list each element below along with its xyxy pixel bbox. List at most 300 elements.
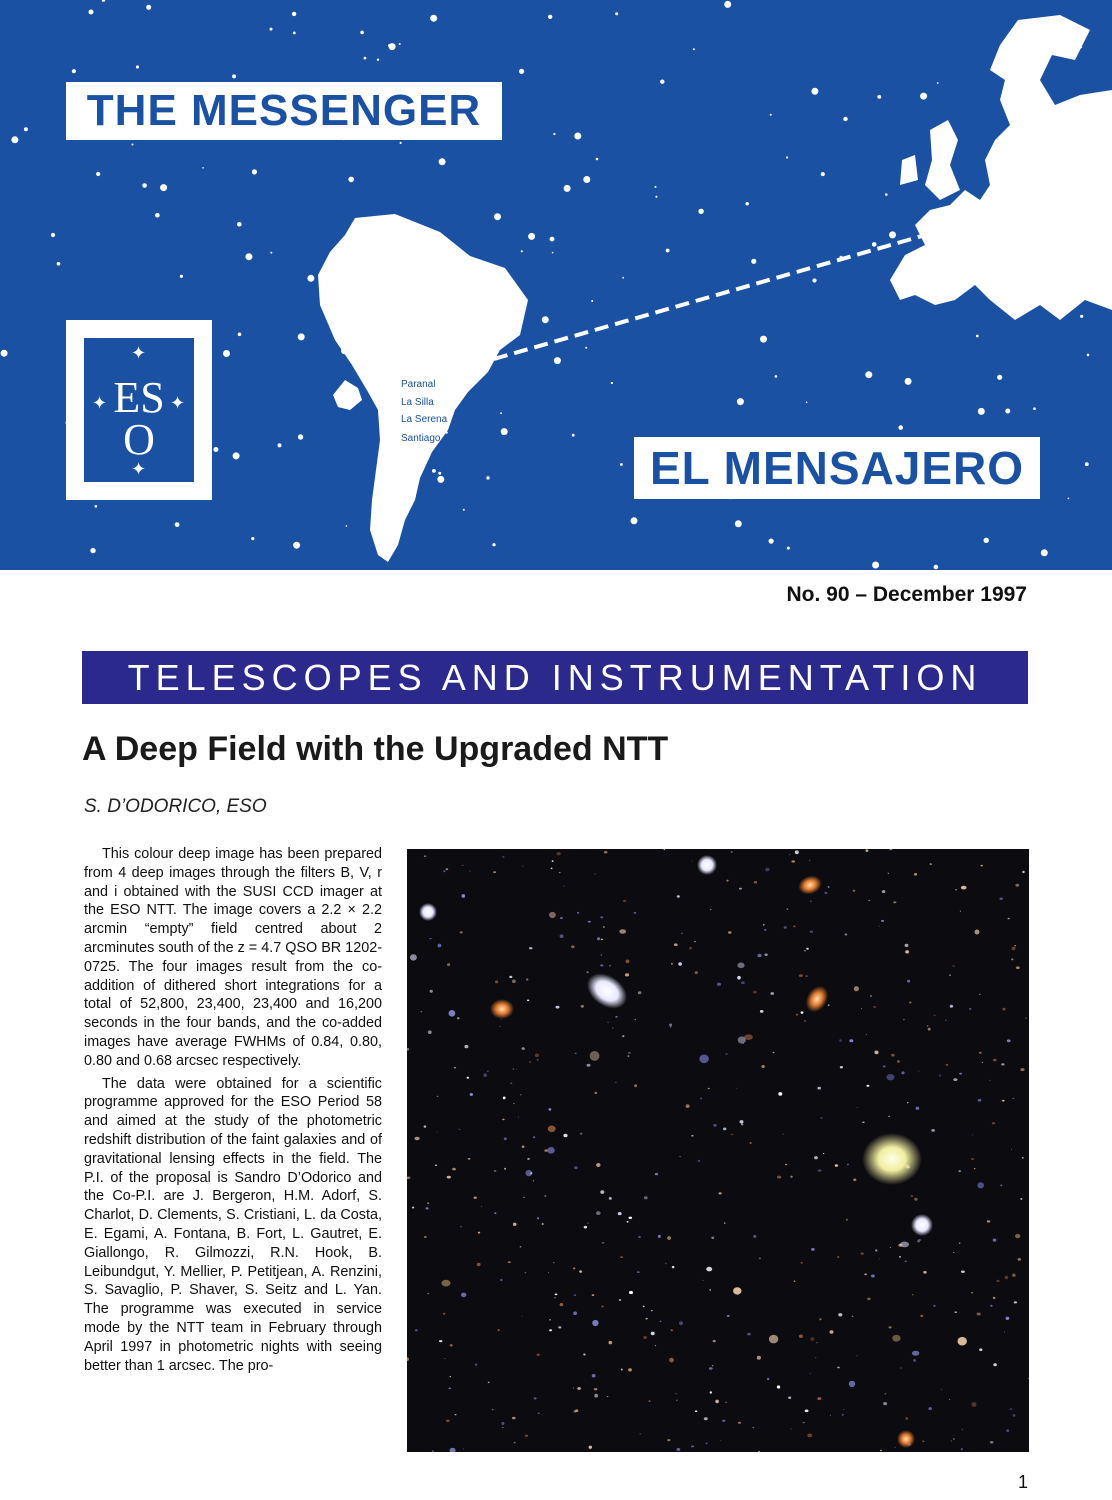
star-dot	[89, 10, 94, 15]
galaxy-dot	[740, 1120, 744, 1123]
star-dot	[400, 142, 402, 144]
galaxy-dot	[770, 992, 774, 995]
galaxy-dot	[916, 1107, 920, 1110]
galaxy-dot	[738, 1036, 746, 1043]
galaxy-dot	[526, 978, 528, 980]
galaxy-dot	[651, 1332, 655, 1336]
galaxy-dot	[853, 890, 856, 892]
star-dot	[550, 237, 555, 242]
galaxy-dot	[907, 980, 910, 983]
galaxy-dot	[763, 924, 765, 925]
galaxy-dot	[462, 865, 464, 866]
star-dot	[293, 32, 296, 35]
star-dot	[492, 543, 495, 546]
galaxy-dot	[407, 1177, 411, 1180]
galaxy-dot	[592, 1320, 598, 1326]
galaxy-dot	[525, 1272, 527, 1273]
galaxy-dot	[619, 929, 626, 934]
galaxy-dot	[699, 1055, 709, 1064]
galaxy-dot	[918, 1239, 921, 1241]
galaxy-dot	[447, 1176, 451, 1179]
star-dot	[596, 158, 599, 161]
galaxy-dot	[1020, 1068, 1024, 1071]
galaxy-dot	[583, 1354, 585, 1356]
galaxy-dot	[816, 1342, 817, 1343]
galaxy-dot	[424, 1125, 427, 1127]
galaxy-dot	[726, 880, 728, 882]
galaxy-dot	[1016, 966, 1020, 969]
star-icon: ✦	[131, 343, 147, 363]
galaxy-dot	[514, 1442, 516, 1444]
star-dot	[292, 12, 296, 16]
galaxy-dot	[837, 1256, 839, 1258]
galaxy-dot	[544, 1195, 546, 1196]
star-dot	[528, 233, 535, 240]
galaxy-dot	[818, 1169, 822, 1171]
galaxy-dot	[554, 1297, 555, 1298]
galaxy-dot	[993, 1059, 997, 1061]
galaxy-dot	[573, 1387, 574, 1388]
galaxy-dot	[625, 973, 629, 976]
galaxy-dot	[638, 1236, 641, 1238]
galaxy-dot	[700, 1098, 702, 1100]
star-dot	[934, 565, 939, 570]
galaxy-dot	[912, 1351, 919, 1356]
star-dot	[872, 242, 877, 247]
galaxy-dot	[989, 1080, 990, 1081]
galaxy-dot	[520, 1246, 522, 1248]
galaxy-dot	[704, 1417, 708, 1420]
galaxy-dot	[1009, 1408, 1012, 1410]
galaxy-dot	[560, 934, 564, 938]
star-dot	[937, 82, 939, 84]
galaxy-dot	[866, 1085, 869, 1087]
galaxy-dot	[438, 944, 442, 948]
galaxy-dot	[600, 1190, 604, 1194]
star-dot	[760, 336, 767, 343]
galaxy-dot	[783, 1134, 784, 1135]
galaxy-dot	[581, 1005, 584, 1008]
galaxy-dot	[677, 895, 680, 897]
galaxy-dot	[601, 954, 603, 956]
galaxy-dot	[461, 1293, 466, 1298]
galaxy-dot	[525, 1435, 528, 1437]
galaxy-dot	[979, 994, 980, 995]
galaxy-dot	[811, 1248, 815, 1251]
galaxy-dot	[824, 892, 827, 894]
star-dot	[96, 172, 100, 176]
star-dot	[583, 176, 590, 183]
star-dot	[223, 350, 230, 357]
galaxy-dot	[500, 1279, 502, 1281]
eso-logo-letters-bottom: O	[123, 415, 155, 464]
galaxy-dot	[959, 1073, 962, 1075]
galaxy-dot	[900, 1242, 909, 1248]
galaxy-dot	[741, 981, 745, 984]
galaxy-dot	[769, 1335, 778, 1344]
galaxy-dot	[1014, 945, 1016, 947]
galaxy-dot	[412, 1207, 414, 1209]
galaxy-dot	[604, 851, 608, 853]
star-dot	[155, 213, 160, 218]
galaxy-dot	[499, 1026, 500, 1027]
star-dot	[735, 520, 742, 527]
galaxy-dot	[537, 1217, 539, 1219]
star-dot	[494, 213, 501, 220]
galaxy-dot	[1011, 1149, 1012, 1150]
galaxy-dot	[549, 1329, 552, 1331]
star-dot	[591, 300, 593, 302]
star-dot	[270, 252, 272, 254]
galaxy-dot	[799, 974, 803, 977]
galaxy-dot	[584, 1226, 587, 1229]
star-icon: ✦	[170, 393, 186, 413]
la-silla-label: La Silla	[401, 397, 434, 408]
galaxy-dot	[560, 917, 563, 919]
star-dot	[631, 517, 638, 524]
star-dot	[72, 69, 76, 73]
galaxy-dot	[852, 1316, 853, 1317]
galaxy-dot	[724, 1222, 725, 1223]
article-title: A Deep Field with the Upgraded NTT	[82, 730, 669, 768]
galaxy-dot	[757, 954, 761, 958]
galaxy-dot	[992, 1122, 995, 1124]
star-dot	[611, 382, 613, 384]
galaxy-dot	[713, 1340, 716, 1342]
island-shape	[333, 380, 362, 410]
galaxy-dot	[501, 1422, 504, 1425]
star-dot	[542, 316, 549, 323]
galaxy-dot	[527, 1000, 529, 1002]
galaxy-dot	[901, 1071, 904, 1074]
eso-logo-panel	[84, 338, 194, 482]
galaxy-dot	[460, 931, 463, 933]
galaxy-dot	[951, 1440, 952, 1441]
galaxy-dot	[509, 976, 512, 978]
galaxy-dot	[953, 1252, 954, 1253]
galaxy-dot	[1006, 1430, 1009, 1432]
galaxy-dot	[897, 1060, 900, 1063]
galaxy-dot	[1004, 1332, 1005, 1333]
galaxy-dot	[602, 1242, 605, 1244]
galaxy-dot	[750, 1142, 752, 1144]
star-dot	[307, 275, 314, 282]
star-dot	[399, 43, 401, 45]
galaxy-dot	[864, 1273, 867, 1275]
galaxy-dot	[513, 1223, 517, 1226]
galaxy-dot	[600, 916, 603, 918]
galaxy-dot	[731, 1134, 734, 1136]
galaxy-dot	[890, 1247, 891, 1248]
galaxy-dot	[597, 937, 600, 940]
galaxy-dot	[969, 1008, 971, 1010]
galaxy-dot	[733, 1287, 741, 1294]
galaxy-dot	[655, 1173, 658, 1175]
galaxy-dot	[658, 1235, 661, 1238]
article-paragraph: This colour deep image has been prepared from 4 deep images through the filters B, V, r and i obtained with the SUSI CCD imager at the ESO NTT. The image covers a 2.2 × 2.2 arcmin “empty” field centred about 2 arcminutes south of the z = 4.7 QSO BR 1202-0725. The four images result from the co-addition of dithered short integrations for a total of 52,800, 23,400, 23,400 and 16,200 seconds in the four bands, and the co-added images have average FWHMs of 0.84, 0.80, 0.80 and 0.68 arcsec respectively.	[84, 846, 382, 1069]
galaxy-dot	[949, 1399, 950, 1400]
galaxy-dot	[946, 1064, 949, 1066]
galaxy-dot	[548, 1272, 549, 1273]
galaxy-dot	[847, 1164, 849, 1165]
galaxy-dot	[555, 1294, 558, 1296]
galaxy-dot	[914, 1198, 917, 1201]
la-serena-label: La Serena	[401, 414, 448, 425]
la-silla-dot	[389, 400, 396, 407]
galaxy-dot	[1000, 1185, 1002, 1187]
galaxy-dot	[889, 1326, 892, 1328]
galaxy-dot	[759, 1257, 761, 1259]
star-dot	[175, 522, 180, 527]
galaxy-dot	[527, 1158, 530, 1160]
star-dot	[622, 277, 624, 279]
galaxy-dot	[427, 1202, 429, 1204]
galaxy-dot	[680, 1156, 681, 1157]
galaxy-dot	[640, 1433, 641, 1434]
article-paragraph: The data were obtained for a scientific programme approved for the ESO Period 58 and aimed at the study of the photometric redshift distribution of the faint galaxies and of gravitational lensing effects in the field. The P.I. of the proposal is Sandro D’Odorico and the Co-P.I. are J. Bergeron, H.M. Adorf, S. Charlot, D. Clements, S. Cristiani, L. da Costa, E. Egami, A. Fontana, B. Fort, L. Gautret, E. Giallongo, R. Gilmozzi, R.N. Hook, B. Leibundgut, Y. Mellier, P. Petitjean, A. Renzini, S. Savaglio, P. Shaver, S. Seitz and L. Yan. The programme was executed in service mode by the NTT team in February through April 1997 in photometric nights with seeing better than 1 arcsec. The pro-	[84, 1075, 382, 1374]
galaxy-dot	[449, 1010, 456, 1017]
galaxy-dot	[512, 980, 516, 984]
galaxy-dot	[955, 1312, 957, 1313]
star-dot	[439, 158, 446, 165]
galaxy-dot	[764, 929, 766, 931]
galaxy-dot	[667, 1236, 671, 1240]
galaxy-dot	[765, 868, 769, 871]
galaxy-dot	[889, 849, 892, 850]
galaxy-dot	[644, 1196, 648, 1199]
star-dot	[889, 231, 896, 238]
galaxy-dot	[529, 1061, 531, 1063]
galaxy-dot	[905, 944, 909, 947]
munich-dot	[992, 210, 1000, 218]
galaxy-dot	[501, 1019, 502, 1020]
star-dot	[430, 15, 437, 22]
galaxy-dot	[510, 1083, 512, 1085]
galaxy-dot	[787, 908, 789, 909]
galaxy-dot	[504, 1168, 506, 1170]
galaxy-dot	[1011, 958, 1013, 960]
galaxy-dot	[777, 1385, 780, 1388]
star-dot	[237, 222, 242, 227]
galaxy-dot	[803, 1422, 805, 1423]
galaxy-dot	[522, 1047, 525, 1050]
galaxy-dot	[990, 1441, 994, 1443]
galaxy-dot	[495, 980, 498, 983]
galaxy-dot	[522, 866, 523, 867]
star-dot	[724, 1, 731, 8]
galaxy-dot	[592, 1294, 595, 1296]
galaxy-dot	[488, 1382, 490, 1384]
galaxy-dot	[871, 1275, 875, 1278]
star-dot	[751, 259, 756, 264]
galaxy-dot	[980, 865, 983, 867]
galaxy-dot	[993, 1297, 996, 1299]
galaxy-dot	[950, 1005, 953, 1008]
masthead-title-english: THE MESSENGER	[66, 82, 502, 140]
galaxy-dot	[535, 1054, 539, 1058]
galaxy-dot	[592, 1374, 596, 1377]
galaxy-dot	[972, 1134, 973, 1135]
galaxy-dot	[609, 965, 611, 967]
galaxy-dot	[801, 1011, 804, 1013]
galaxy-dot	[626, 960, 630, 964]
star-dot	[136, 65, 139, 68]
galaxy-dot	[849, 1381, 855, 1387]
galaxy-dot	[713, 1124, 716, 1127]
galaxy-dot	[638, 991, 642, 994]
galaxy-dot	[439, 1340, 442, 1342]
galaxy-dot	[882, 890, 886, 893]
galaxy-dot	[427, 1293, 429, 1295]
galaxy-dot	[589, 1446, 592, 1449]
deep-field-galaxies	[407, 849, 1029, 1452]
galaxy-dot	[930, 863, 932, 865]
galaxy-dot	[892, 1335, 900, 1342]
galaxy-dot	[575, 1409, 578, 1412]
galaxy-dot	[432, 1450, 434, 1452]
galaxy-dot	[1022, 1157, 1024, 1158]
galaxy-dot	[504, 1137, 507, 1140]
galaxy-dot	[990, 1305, 993, 1307]
galaxy-dot	[643, 1336, 646, 1339]
galaxy-dot	[502, 1119, 505, 1121]
galaxy-dot	[463, 1449, 464, 1450]
galaxy-dot	[960, 911, 961, 912]
galaxy-dot	[856, 1355, 858, 1356]
galaxy-dot	[445, 1358, 446, 1359]
galaxy-dot	[738, 1422, 741, 1424]
galaxy-dot	[460, 1226, 462, 1227]
galaxy-dot	[849, 1039, 853, 1042]
galaxy-dot	[450, 1448, 456, 1452]
galaxy-dot	[672, 1266, 675, 1268]
galaxy-dot	[854, 986, 859, 991]
galaxy-dot	[923, 1271, 926, 1274]
galaxy-dot	[588, 921, 591, 923]
galaxy-dot	[426, 1207, 429, 1209]
star-dot	[348, 177, 354, 183]
galaxy-dot	[594, 873, 596, 874]
galaxy-dot	[1000, 898, 1003, 900]
galaxy-dot	[516, 1069, 517, 1070]
galaxy-dot	[1015, 884, 1019, 887]
galaxy-dot	[558, 1326, 561, 1328]
galaxy-dot	[494, 1170, 497, 1172]
galaxy-dot	[676, 1393, 677, 1394]
galaxy-dot	[828, 886, 830, 888]
star-dot	[1085, 462, 1089, 466]
galaxy-dot	[483, 1073, 487, 1077]
star-dot	[1005, 409, 1010, 414]
galaxy-dot	[905, 1417, 908, 1420]
galaxy-dot	[758, 1451, 760, 1452]
galaxy-dot	[634, 1084, 637, 1087]
galaxy-dot	[695, 971, 698, 974]
galaxy-dot	[454, 1067, 456, 1069]
star-dot	[660, 80, 664, 84]
galaxy-dot	[975, 930, 980, 935]
galaxy-dot	[795, 850, 799, 854]
paranal-label: Paranal	[401, 379, 436, 390]
star-dot	[500, 412, 502, 414]
galaxy-dot	[410, 954, 417, 960]
star-dot	[57, 262, 61, 266]
galaxy-dot	[799, 1335, 803, 1338]
galaxy-dot	[557, 852, 561, 855]
star-dot	[976, 335, 979, 338]
galaxy-dot	[953, 1078, 957, 1081]
galaxy-dot	[881, 920, 884, 922]
star-dot	[102, 0, 105, 2]
galaxy-dot	[615, 1016, 618, 1018]
galaxy-dot	[475, 1363, 478, 1365]
galaxy-dot	[549, 1108, 552, 1111]
galaxy-dot	[574, 1294, 577, 1296]
galaxy-dot	[939, 1075, 941, 1077]
galaxy-dot	[537, 1059, 539, 1061]
galaxy-dot	[979, 1348, 982, 1351]
galaxy-dot	[928, 1407, 932, 1410]
galaxy-dot	[556, 1006, 560, 1009]
galaxy-dot	[722, 1420, 725, 1422]
galaxy-dot	[911, 1195, 913, 1197]
galaxy-dot	[711, 1237, 714, 1239]
galaxy-dot	[458, 1129, 460, 1130]
star-dot	[232, 74, 236, 78]
star-dot	[786, 156, 788, 158]
galaxy-dot	[861, 1253, 864, 1255]
galaxy-dot	[809, 860, 810, 861]
galaxy-dot	[600, 964, 603, 966]
galaxy-dot	[953, 1438, 955, 1439]
galaxy-dot	[1012, 1098, 1014, 1099]
galaxy-dot	[430, 938, 432, 939]
star-dot	[666, 249, 670, 253]
galaxy-dot	[689, 947, 692, 950]
star-dot	[812, 278, 816, 282]
star-dot	[865, 371, 872, 378]
galaxy-dot	[961, 886, 967, 890]
galaxy-dot	[443, 870, 445, 872]
galaxy-dot	[619, 1299, 621, 1301]
galaxy-dot	[1002, 1100, 1005, 1102]
galaxy-dot	[681, 933, 682, 934]
star-dot	[811, 88, 818, 95]
galaxy-dot	[905, 950, 909, 953]
galaxy-dot	[778, 1092, 782, 1096]
galaxy-dot	[945, 1020, 946, 1021]
galaxy-dot	[996, 1280, 999, 1282]
galaxy-dot	[609, 1341, 613, 1344]
galaxy-dot	[879, 926, 880, 927]
galaxy-dot	[415, 1329, 418, 1331]
galaxy-dot	[747, 1333, 751, 1336]
galaxy-dot	[551, 868, 553, 870]
galaxy-dot	[487, 1071, 489, 1072]
galaxy-dot	[737, 976, 741, 980]
galaxy-dot	[574, 1166, 578, 1169]
galaxy-dot	[899, 1256, 901, 1258]
star-dot	[251, 537, 254, 540]
star-dot	[984, 538, 989, 543]
galaxy-dot	[447, 963, 450, 966]
galaxy-dot	[522, 1145, 525, 1148]
galaxy-dot	[922, 1440, 924, 1442]
galaxy-dot	[830, 1330, 834, 1334]
galaxy-dot	[814, 1156, 818, 1159]
galaxy-dot	[542, 1223, 544, 1225]
star-dot	[585, 347, 587, 349]
